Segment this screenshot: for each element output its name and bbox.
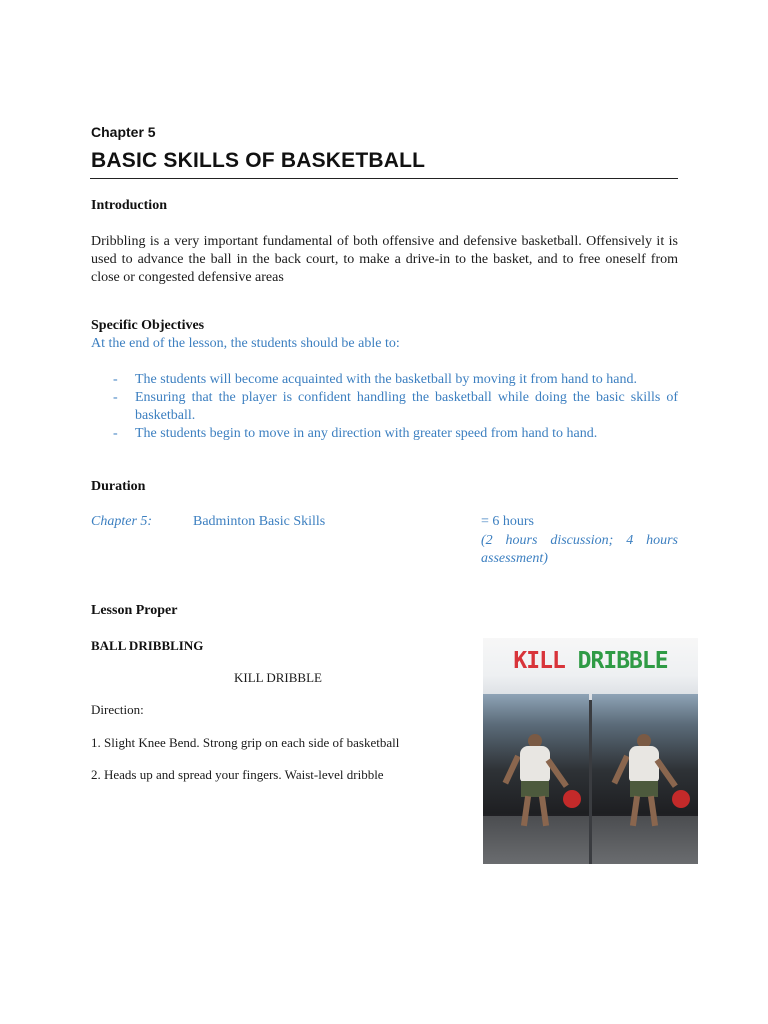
step-item: 1. Slight Knee Bend. Strong grip on each side of basketball <box>91 735 400 750</box>
objective-item <box>91 425 678 443</box>
image-title-part1: KILL <box>513 648 565 674</box>
step-item: 2. Heads up and spread your fingers. Waist-level dribble <box>91 767 384 782</box>
image-title <box>483 648 698 674</box>
introduction-text: Dribbling is a very important fundamental of both offensive and defensive basketball. Offensively it is used to advance the ball in the back court, to make a drive-in to the basket, and to free oneself from close or congested defensive areas <box>91 234 678 285</box>
objectives-heading: Specific Objectives <box>91 318 205 333</box>
image-header <box>483 638 698 700</box>
lesson-heading: Lesson Proper <box>91 603 178 618</box>
duration-chapter: Chapter 5: <box>91 514 153 529</box>
player-shirt <box>629 746 659 782</box>
list-dash: - <box>113 372 118 387</box>
image-panel-right <box>592 694 698 864</box>
introduction-heading: Introduction <box>91 198 167 213</box>
objectives-intro: At the end of the lesson, the students should be able to: <box>91 336 400 351</box>
title-divider <box>90 178 678 179</box>
image-title-part2: DRIBBLE <box>577 648 668 674</box>
basketball-icon <box>672 790 690 808</box>
objective-text: The students begin to move in any direction with greater speed from hand to hand. <box>135 426 598 441</box>
basketball-icon <box>563 790 581 808</box>
player-shirt <box>520 746 550 782</box>
duration-breakdown: (2 hours discussion; 4 hours assessment) <box>481 533 678 566</box>
list-dash: - <box>113 426 118 441</box>
direction-label: Direction: <box>91 702 144 717</box>
objectives-list <box>91 371 678 443</box>
objective-item <box>91 389 678 425</box>
duration-hours: = 6 hours <box>481 514 535 529</box>
image-panel-left <box>483 694 589 864</box>
objective-text: The students will become acquainted with the basketball by moving it from hand to hand. <box>135 372 637 387</box>
section-heading: BALL DRIBBLING <box>91 638 204 653</box>
chapter-title: BASIC SKILLS OF BASKETBALL <box>91 149 426 172</box>
kill-dribble-image <box>483 638 698 864</box>
objective-item <box>91 371 678 389</box>
duration-heading: Duration <box>91 479 146 494</box>
subsection-heading: KILL DRIBBLE <box>234 670 322 685</box>
chapter-label: Chapter 5 <box>91 124 156 140</box>
list-dash: - <box>113 390 118 405</box>
duration-topic: Badminton Basic Skills <box>193 514 326 529</box>
objective-text: Ensuring that the player is confident handling the basketball while doing the basic skills of basketball. <box>135 390 678 423</box>
